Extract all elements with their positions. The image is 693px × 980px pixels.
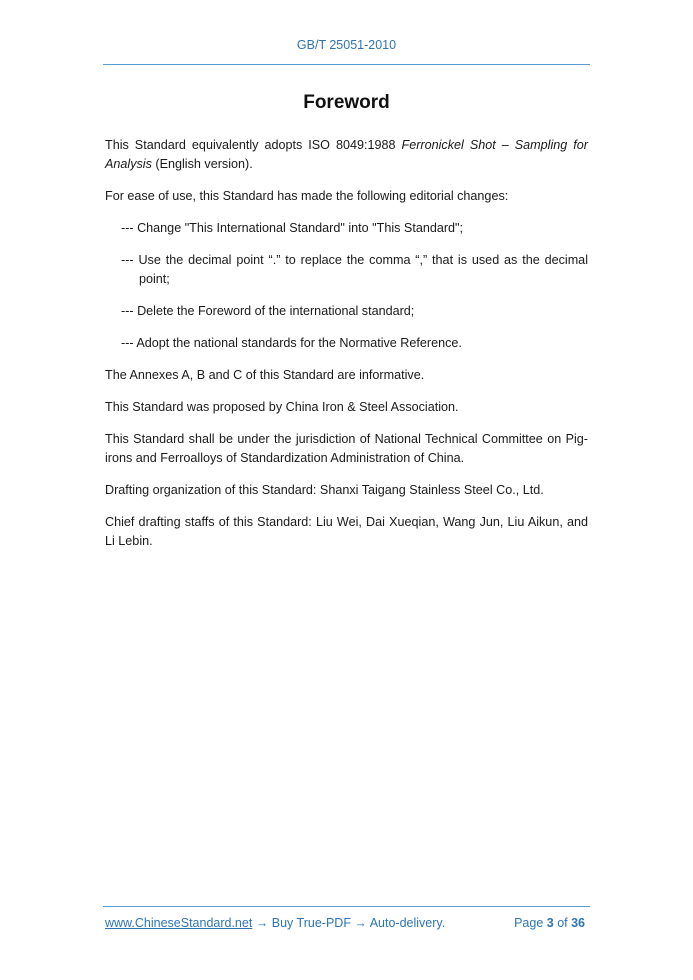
standard-title-italic: Ferronickel Shot – Sampling for Analysis (105, 138, 588, 171)
list-item: --- Change "This International Standard" into "This Standard"; (121, 221, 463, 235)
paragraph-annexes: The Annexes A, B and C of this Standard are informative. (105, 368, 425, 382)
page-number: Page 3 of 36 (514, 916, 585, 930)
current-page: 3 (546, 916, 554, 930)
footer-divider (103, 906, 590, 907)
auto-delivery-text: Auto-delivery. (369, 916, 446, 930)
list-item: --- Delete the Foreword of the international standard; (121, 304, 415, 318)
total-pages: 36 (571, 916, 585, 930)
buy-pdf-text: Buy True-PDF (271, 916, 351, 930)
paragraph-drafting-staff: Chief drafting staffs of this Standard: Liu Wei, Dai Xueqian, Wang Jun, Liu Aikun, and Li Lebin. (105, 515, 588, 548)
paragraph-jurisdiction: This Standard shall be under the jurisdiction of National Technical Committee on Pig-irons and Ferroalloys of Standardization Administration of China. (105, 432, 588, 465)
page-title: Foreword (303, 92, 390, 113)
arrow-right-icon: → (350, 916, 370, 930)
list-item: --- Adopt the national standards for the Normative Reference. (121, 336, 462, 350)
paragraph-proposed-by: This Standard was proposed by China Iron & Steel Association. (105, 400, 459, 414)
paragraph-editorial-changes: For ease of use, this Standard has made the following editorial changes: (105, 189, 509, 203)
arrow-right-icon: → (252, 916, 272, 930)
paragraph-adoption: This Standard equivalently adopts ISO 8049:1988 Ferronickel Shot – Sampling for Analysis (English version). (105, 138, 588, 171)
document-body (105, 136, 588, 564)
website-link[interactable]: www.ChineseStandard.net (105, 916, 253, 930)
header-divider (103, 64, 590, 65)
list-item: --- Use the decimal point “.” to replace the comma “,” that is used as the decimal point; (121, 253, 588, 286)
paragraph-drafting-organization: Drafting organization of this Standard: Shanxi Taigang Stainless Steel Co., Ltd. (105, 483, 544, 497)
footer-promo (105, 916, 445, 930)
running-header: GB/T 25051-2010 (296, 38, 397, 52)
